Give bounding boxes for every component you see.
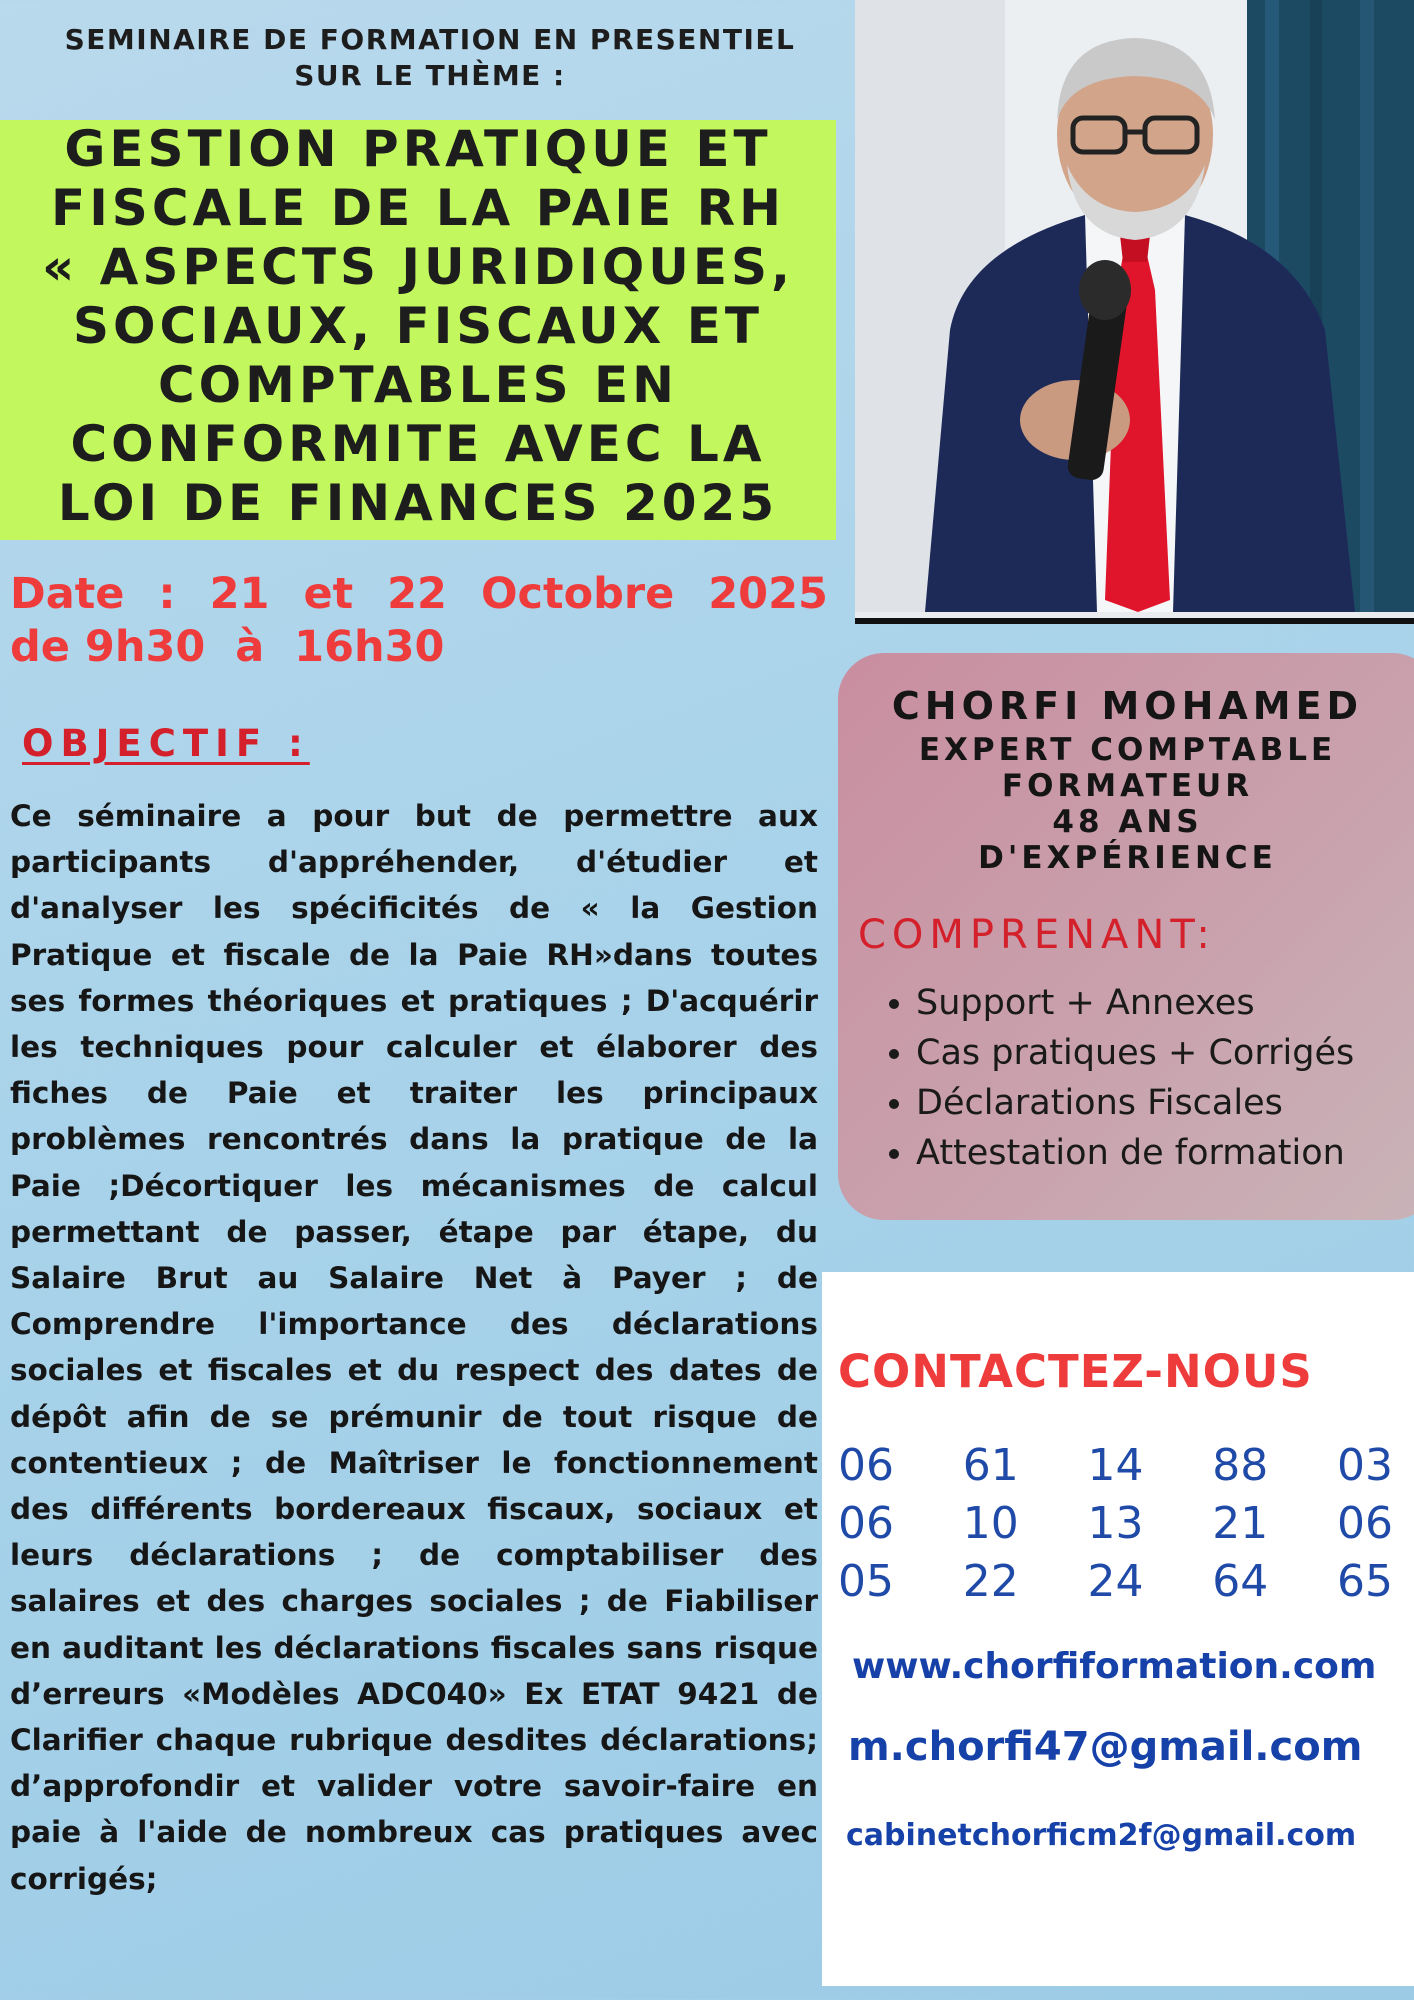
date-word: 2025 <box>708 569 828 619</box>
title-line: COMPTABLES EN <box>157 356 679 414</box>
phone-digits: 10 <box>962 1498 1019 1549</box>
phone-digits: 64 <box>1212 1556 1269 1607</box>
seminar-header <box>20 22 840 94</box>
email-link-primary[interactable]: m.chorfi47@gmail.com <box>848 1724 1363 1770</box>
includes-list <box>880 978 1354 1178</box>
phone-digits: 88 <box>1212 1440 1269 1491</box>
phone-digits: 06 <box>838 1498 894 1549</box>
date-word: Date <box>10 569 125 619</box>
phone-digits: 06 <box>838 1440 894 1491</box>
trainer-details <box>850 732 1405 876</box>
phone-digits: 14 <box>1087 1440 1144 1491</box>
objective-text: Ce séminaire a pour but de permettre aux participants d'appréhender, d'étudier et d'analyser les spécificités de « la Gestion Pratique et fiscale de la Paie RH»dans toutes ses formes théoriques et pratiques ; D'acquérir les techniques pour calculer et élaborer des fiches de Paie et traiter les principaux problèmes rencontrés dans la pratique de la Paie ;Décortiquer les mécanismes de calcul permettant de passer, étape par étape, du Salaire Brut au Salaire Net à Payer ; de Comprendre l'importance des déclarations sociales et fiscales et du respect des dates de dépôt afin de se prémunir de tout risque de contentieux ; de Maîtriser le fonctionnement des différents bordereaux fiscaux, sociaux et leurs déclarations ; de comptabiliser des salaires et des charges sociales ; de Fiabiliser en auditant les déclarations fiscales sans risque d’erreurs «Modèles ADC040» Ex ETAT 9421 de Clarifier chaque rubrique desdites déclarations; d’approfondir et valider votre savoir-faire en paie à l'aide de nombreux cas pratiques avec corrigés; <box>10 799 818 1896</box>
trainer-experience: D'EXPÉRIENCE <box>978 840 1277 876</box>
title-line: LOI DE FINANCES 2025 <box>57 474 779 532</box>
phone-digits: 24 <box>1087 1556 1144 1607</box>
list-item: • Support + Annexes <box>916 978 1354 1028</box>
phone-numbers <box>838 1437 1393 1611</box>
trainer-role-2: FORMATEUR <box>1001 768 1254 804</box>
phone-number[interactable] <box>838 1553 1393 1611</box>
speaker-photo <box>855 0 1414 624</box>
date-word: et <box>303 569 354 619</box>
contact-title: CONTACTEZ-NOUS <box>838 1345 1313 1398</box>
phone-number[interactable] <box>838 1495 1393 1553</box>
phone-number[interactable] <box>838 1437 1393 1495</box>
date-word: : <box>158 569 176 619</box>
title-line: FISCALE DE LA PAIE RH <box>51 179 785 237</box>
phone-digits: 61 <box>962 1440 1019 1491</box>
seminar-title <box>0 120 836 533</box>
date-word: 21 <box>209 569 270 619</box>
phone-digits: 22 <box>962 1556 1019 1607</box>
list-item: • Cas pratiques + Corrigés <box>916 1028 1354 1078</box>
title-line: SOCIAUX, FISCAUX ET <box>73 297 763 355</box>
trainer-years: 48 ANS <box>1052 804 1203 840</box>
website-link[interactable]: www.chorfiformation.com <box>852 1646 1377 1687</box>
phone-digits: 06 <box>1337 1498 1393 1549</box>
phone-digits: 05 <box>838 1556 894 1607</box>
speaker-photo-illustration <box>855 0 1414 612</box>
email-link-cabinet[interactable]: cabinetchorficm2f@gmail.com <box>846 1818 1357 1853</box>
phone-digits: 13 <box>1087 1498 1144 1549</box>
phone-digits: 65 <box>1337 1556 1393 1607</box>
date-word: Octobre <box>480 569 675 619</box>
seminar-hours: de 9h30 à 16h30 <box>10 622 445 672</box>
trainer-role: EXPERT COMPTABLE <box>918 732 1337 768</box>
seminar-date <box>10 568 828 621</box>
objective-title: OBJECTIF : <box>22 722 310 765</box>
title-line: CONFORMITE AVEC LA <box>70 415 766 473</box>
includes-title: COMPRENANT: <box>858 912 1216 958</box>
date-word: 22 <box>387 569 447 619</box>
trainer-name: CHORFI MOHAMED <box>891 684 1364 728</box>
header-line-2: SUR LE THÈME : <box>294 59 566 92</box>
list-item: • Déclarations Fiscales <box>916 1078 1354 1128</box>
header-line-1: SEMINAIRE DE FORMATION EN PRESENTIEL <box>64 23 796 56</box>
list-item: • Attestation de formation <box>916 1128 1354 1178</box>
phone-digits: 21 <box>1212 1498 1269 1549</box>
title-line: GESTION PRATIQUE ET <box>64 120 772 178</box>
phone-digits: 03 <box>1337 1440 1393 1491</box>
title-line: « ASPECTS JURIDIQUES, <box>41 238 795 296</box>
